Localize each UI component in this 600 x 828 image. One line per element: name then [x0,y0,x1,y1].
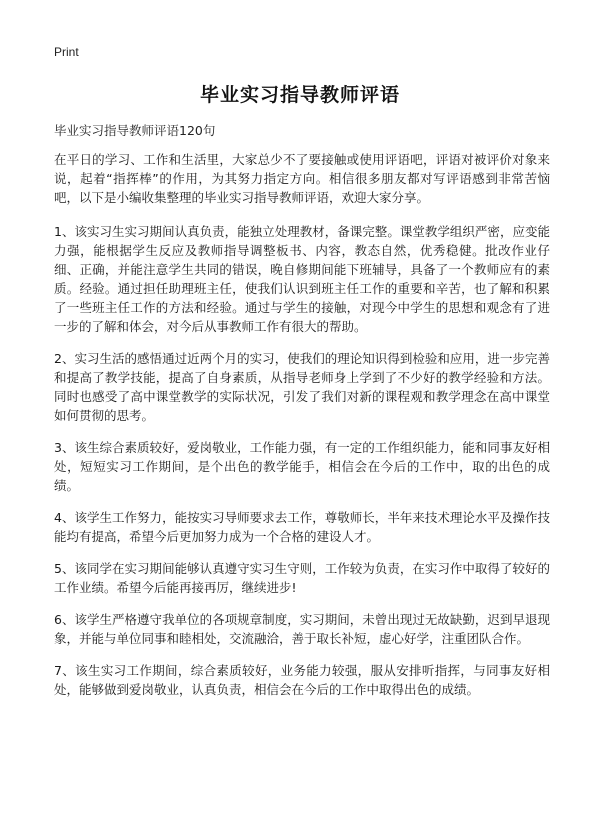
page-title: 毕业实习指导教师评语 [199,84,400,106]
intro-paragraph: 在平日的学习、工作和生活里，大家总少不了要接触或使用评语吧，评语对被评价对象来说，起着“指挥棒”的作用，为其努力指定方向。相信很多朋友都对写评语感到非常苦恼吧，以下是小编收集整理的毕业实习指导教师评语，欢迎大家分享。 [54,152,550,205]
comment-item-7: 7、该生实习工作期间，综合素质较好，业务能力较强，服从安排听指挥，与同事友好相处，能够做到爱岗敬业，认真负责，相信会在今后的工作中取得出色的成绩。 [54,663,550,697]
comment-item-1: 1、该实习生实习期间认真负责，能独立处理教材，备课完整。课堂教学组织严密，应变能力强，能根据学生反应及教师指导调整板书、内容，教态自然，优秀稳健。批改作业仔细、正确，并能注意学生共同的错误，晚自修期间能下班辅导，具备了一个教师应有的素质。经验。通过担任助理班主任，使我们认识到班主任工作的重要和辛苦，也了解和积累了一些班主任工作的方法和经验。通过与学生的接触，对现今中学生的思想和观念有了进一步的了解和体会，对今后从事教师工作有很大的帮助。 [54,224,550,334]
comment-item-2: 2、实习生活的感悟通过近两个月的实习，使我们的理论知识得到检验和应用，进一步完善和提高了教学技能，提高了自身素质，从指导老师身上学到了不少好的教学经验和方法。同时也感受了高中课堂教学的实际状况，引发了我们对新的课程观和教学理念在高中课堂如何贯彻的思考。 [54,351,550,423]
comment-item-4: 4、该学生工作努力，能按实习导师要求去工作，尊敬师长，半年来技术理论水平及操作技能均有提高，希望今后更加努力成为一个合格的建设人才。 [54,510,550,544]
comment-item-6: 6、该学生严格遵守我单位的各项规章制度，实习期间，未曾出现过无故缺勤，迟到早退现象，并能与单位同事和睦相处，交流融洽，善于取长补短，虚心好学，注重团队合作。 [54,612,550,646]
document-body [54,150,550,712]
comment-item-5: 5、该同学在实习期间能够认真遵守实习生守则，工作较为负责，在实习作中取得了较好的工作业绩。希望今后能再接再厉，继续进步! [54,561,550,595]
print-link[interactable]: Print [54,45,79,59]
comment-item-3: 3、该生综合素质较好，爱岗敬业，工作能力强，有一定的工作组织能力，能和同事友好相处，短短实习工作期间，是个出色的教学能手，相信会在今后的工作中，取的出色的成绩。 [54,440,550,493]
document-subtitle: 毕业实习指导教师评语120句 [54,123,216,138]
